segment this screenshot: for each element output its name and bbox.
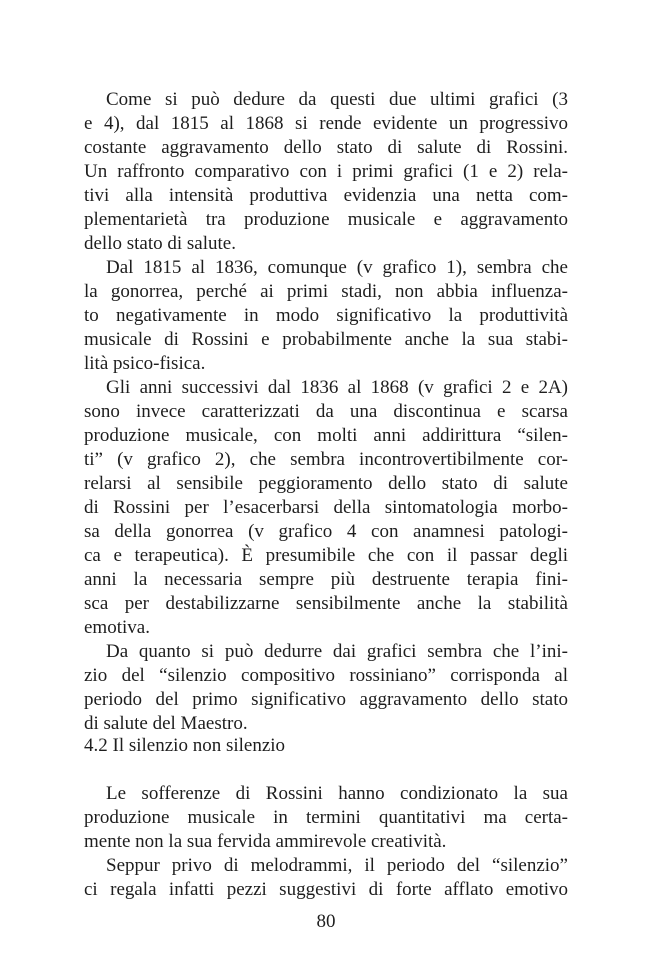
text-line: zio del “silenzio compositivo rossiniano” corrisponda al [84,665,568,686]
text-line: e 4), dal 1815 al 1868 si rende evidente un progressivo [84,113,568,134]
text-line: di salute del Maestro. [84,713,248,734]
text-line: periodo del primo significativo aggravamento dello stato [84,689,568,710]
text-line: Da quanto si può dedurre dai grafici sembra che l’ini- [106,641,568,662]
text-line: Un raffronto comparativo con i primi grafici (1 e 2) rela- [84,161,568,182]
text-line: tivi alla intensità produttiva evidenzia una netta com- [84,185,568,206]
book-page [84,0,568,976]
text-line: mente non la sua fervida ammirevole creatività. [84,831,447,852]
text-line: costante aggravamento dello stato di salute di Rossini. [84,137,568,158]
text-line: produzione musicale in termini quantitativi ma certa- [84,807,568,828]
text-line: Gli anni successivi dal 1836 al 1868 (v grafici 2 e 2A) [106,377,568,398]
text-line: dello stato di salute. [84,233,236,254]
text-line: sa della gonorrea (v grafico 4 con anamnesi patologi- [84,521,568,542]
text-line: di Rossini per l’esacerbarsi della sintomatologia morbo- [84,497,568,518]
text-line: ca e terapeutica). È presumibile che con il passar degli [84,545,568,566]
text-line: emotiva. [84,617,150,638]
text-line: sono invece caratterizzati da una discontinua e scarsa [84,401,568,422]
text-line: anni la necessaria sempre più destruente terapia fini- [84,569,568,590]
text-line: la gonorrea, perché ai primi stadi, non abbia influenza- [84,281,568,302]
text-line: musicale di Rossini e probabilmente anche la sua stabi- [84,329,568,350]
text-line: lità psico-fisica. [84,353,206,374]
text-line: ti” (v grafico 2), che sembra incontrovertibilmente cor- [84,449,568,470]
text-line: Seppur privo di melodrammi, il periodo del “silenzio” [106,855,568,876]
section-heading: 4.2 Il silenzio non silenzio [84,735,286,756]
text-line: relarsi al sensibile peggioramento dello stato di salute [84,473,568,494]
text-line: Dal 1815 al 1836, comunque (v grafico 1), sembra che [106,257,568,278]
page-number: 80 [316,911,336,932]
text-line: ci regala infatti pezzi suggestivi di forte afflato emotivo [84,879,568,900]
text-line: Come si può dedure da questi due ultimi grafici (3 [106,89,568,110]
text-line: Le sofferenze di Rossini hanno condizionato la sua [106,783,568,804]
text-line: produzione musicale, con molti anni addirittura “silen- [84,425,568,446]
text-line: sca per destabilizzarne sensibilmente anche la stabilità [84,593,568,614]
text-line: plementarietà tra produzione musicale e aggravamento [84,209,568,230]
text-line: to negativamente in modo significativo la produttività [84,305,568,326]
